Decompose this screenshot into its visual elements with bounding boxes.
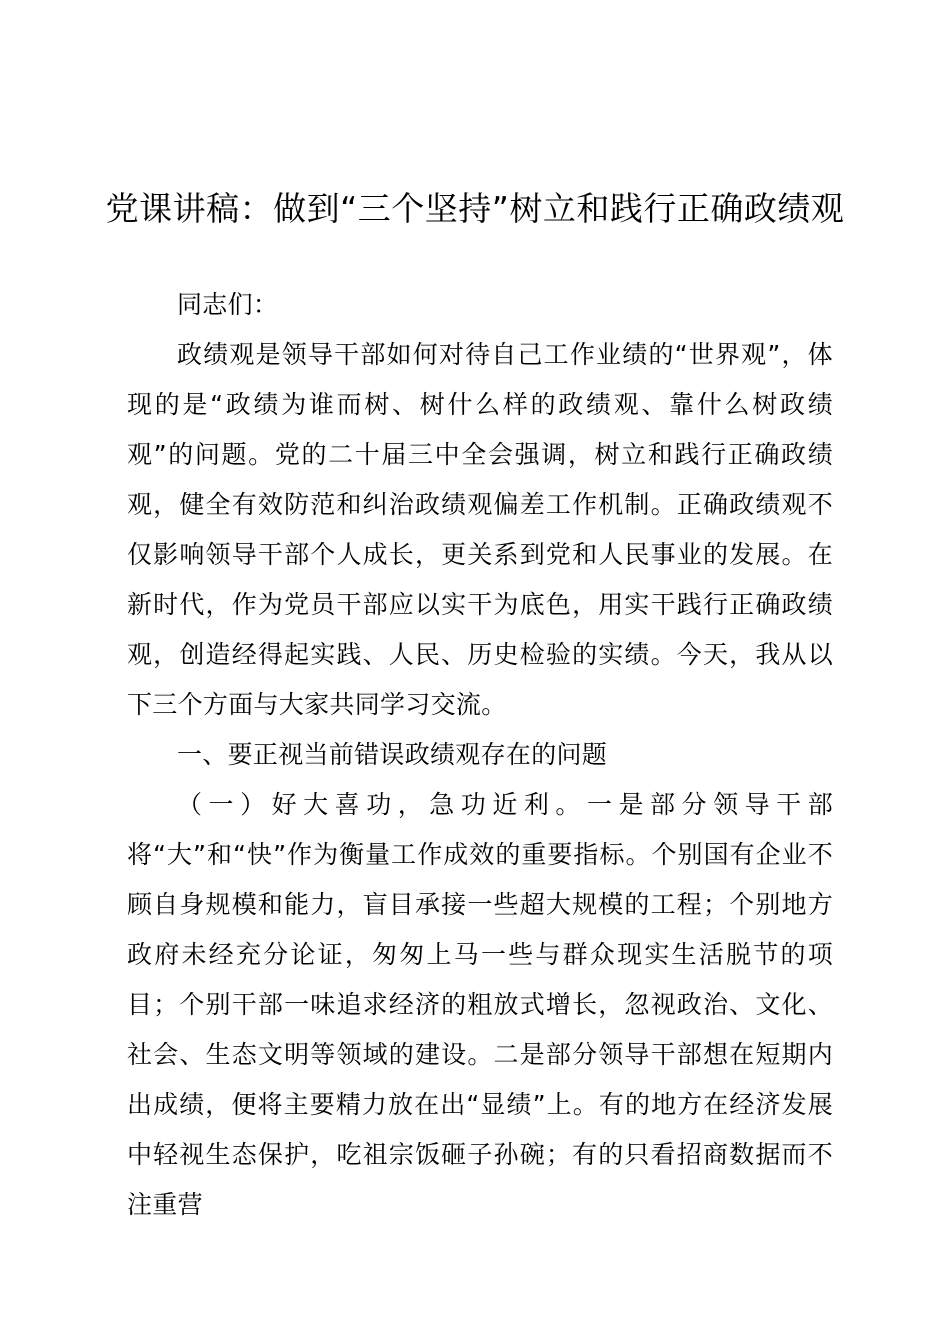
section-heading: 一、要正视当前错误政绩观存在的问题	[177, 740, 608, 769]
document-title: 党课讲稿：做到“三个坚持”树立和践行正确政绩观	[105, 189, 845, 228]
salutation: 同志们：	[177, 290, 279, 319]
intro-paragraph: 政绩观是领导干部如何对待自己工作业绩的“世界观”，体现的是“政绩为谁而树、树什么样的政绩观、靠什么树政绩观”的问题。党的二十届三中全会强调，树立和践行正确政绩观，健全有效防范和纠治政绩观偏差工作机制。正确政绩观不仅影响领导干部个人成长，更关系到党和人民事业的发展。在新时代，作为党员干部应以实干为底色，用实干践行正确政绩观，创造经得起实践、人民、历史检验的实绩。今天，我从以下三个方面与大家共同学习交流。	[127, 340, 833, 719]
subsection-paragraph: （一）好大喜功，急功近利。一是部分领导干部将“大”和“快”作为衡量工作成效的重要指标。个别国有企业不顾自身规模和能力，盲目承接一些超大规模的工程；个别地方政府未经充分论证，匆匆上马一些与群众现实生活脱节的项目；个别干部一味追求经济的粗放式增长，忽视政治、文化、社会、生态文明等领域的建设。二是部分领导干部想在短期内出成绩，便将主要精力放在出“显绩”上。有的地方在经济发展中轻视生态保护，吃祖宗饭砸子孙碗；有的只看招商数据而不注重营	[127, 790, 833, 1219]
document-body	[127, 280, 833, 1230]
